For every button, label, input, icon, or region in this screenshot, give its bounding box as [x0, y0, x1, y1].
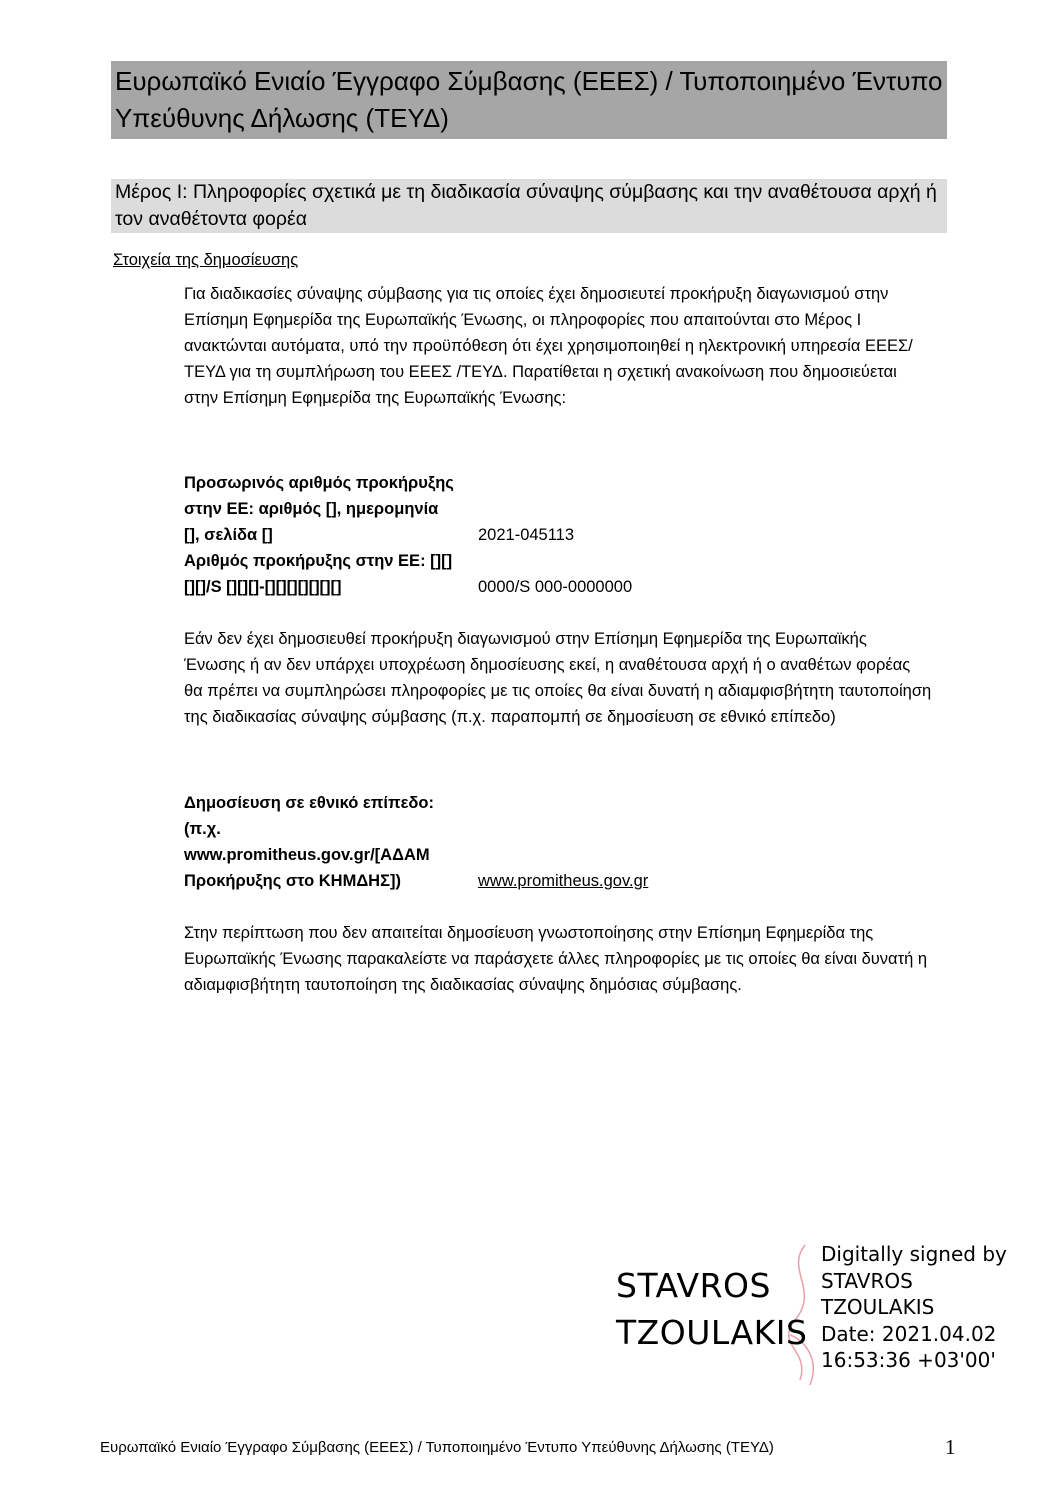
footer-text: Ευρωπαϊκό Ενιαίο Έγγραφο Σύμβασης (ΕΕΕΣ) / Τυποποιημένο Έντυπο Υπεύθυνης Δήλωσης (ΤΕΥΔ) [100, 1439, 774, 1456]
closing-paragraph: Στην περίπτωση που δεν απαιτείται δημοσίευση γνωστοποίησης στην Επίσημη Εφημερίδα της Ευρωπαϊκής Ένωσης παρακαλείστε να παράσχετε άλλες πληροφορίες με τις οποίες θα είναι δυνατή η αδιαμφισβήτητη ταυτοποίηση της διαδικασίας σύναψης δημόσιας σύμβασης. [184, 924, 928, 994]
signature-name-line2: TZOULAKIS [616, 1313, 808, 1352]
document-title: Ευρωπαϊκό Ενιαίο Έγγραφο Σύμβασης (ΕΕΕΣ) / Τυποποιημένο Έντυπο Υπεύθυνης Δήλωσης (ΤΕΥΔ) [111, 61, 947, 139]
signature-detail-line: Digitally signed by [821, 1242, 1007, 1266]
national-publication-label: Δημοσίευση σε εθνικό επίπεδο: (π.χ. www.promitheus.gov.gr/[ΑΔΑΜ Προκήρυξης στο ΚΗΜΔΗΣ]) [184, 794, 434, 890]
temp-notice-value: 2021-045113 [478, 526, 575, 544]
intro-paragraph: Για διαδικασίες σύναψης σύμβασης για τις οποίες έχει δημοσιευτεί προκήρυξη διαγωνισμού στην Επίσημη Εφημερίδα της Ευρωπαϊκής Ένωσης, οι πληροφορίες που απαιτούνται στο Μέρος Ι ανακτώνται αυτόματα, υπό την προϋπόθεση ότι έχει χρησιμοποιηθεί η ηλεκτρονική υπηρεσία ΕΕΕΣ/ΤΕΥΔ για τη συμπλήρωση του ΕΕΕΣ /ΤΕΥΔ. Παρατίθεται η σχετική ανακοίνωση που δημοσιεύεται στην Επίσημη Εφημερίδα της Ευρωπαϊκής Ένωσης: [184, 285, 913, 407]
signature-name-line1: STAVROS [616, 1266, 771, 1305]
signature-details [821, 1241, 1021, 1374]
signature-detail-line: STAVROS [821, 1268, 913, 1293]
section-heading: Στοιχεία της δημοσίευσης [113, 251, 299, 269]
notice-number-label: Αριθμός προκήρυξης στην ΕΕ: [][][][]/S [][][]-[][][][][][][] [184, 552, 453, 596]
notice-number-value: 0000/S 000-0000000 [478, 578, 633, 596]
temp-notice-label: Προσωρινός αριθμός προκήρυξης στην ΕΕ: αριθμός [], ημερομηνία [], σελίδα [] [184, 474, 454, 544]
national-paragraph: Εάν δεν έχει δημοσιευθεί προκήρυξη διαγωνισμού στην Επίσημη Εφημερίδα της Ευρωπαϊκής Ένωσης ή αν δεν υπάρχει υποχρέωση δημοσίευσης εκεί, η αναθέτουσα αρχή ή ο αναθέτων φορέας θα πρέπει να συμπληρώσει πληροφορίες με τις οποίες θα είναι δυνατή η αδιαμφισβήτητη ταυτοποίηση της διαδικασίας σύναψης σύμβασης (π.χ. παραπομπή σε δημοσίευση σε εθνικό επίπεδο) [184, 630, 932, 726]
part-heading: Μέρος Ι: Πληροφορίες σχετικά με τη διαδικασία σύναψης σύμβασης και την αναθέτουσα αρχή ή τον αναθέτοντα φορέα [111, 179, 947, 233]
signature-detail-line: Date: 2021.04.02 [821, 1321, 997, 1346]
page-number: 1 [945, 1435, 956, 1459]
national-publication-link[interactable]: www.promitheus.gov.gr [478, 872, 649, 890]
signature-detail-line: 16:53:36 +03'00' [821, 1348, 996, 1372]
signature-detail-line: TZOULAKIS [821, 1295, 935, 1319]
signature-name [616, 1262, 816, 1356]
